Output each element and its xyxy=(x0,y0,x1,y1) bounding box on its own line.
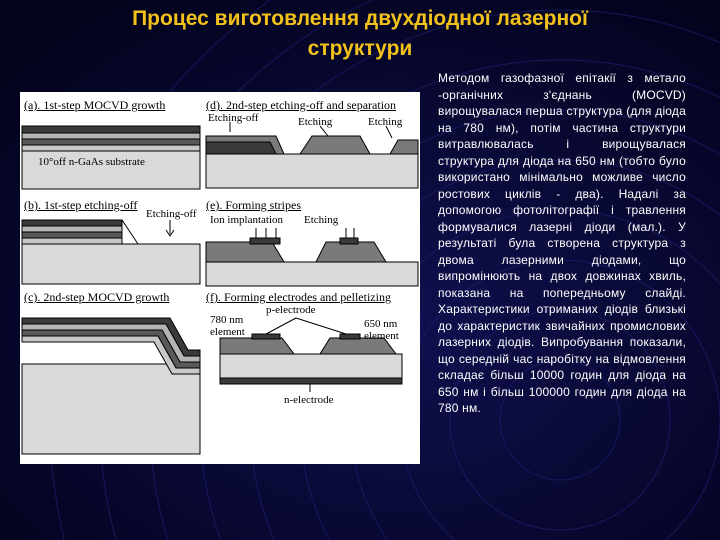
slide-title xyxy=(40,4,680,64)
element-650-label-line1: 650 nm xyxy=(364,318,398,330)
panel-b-structure xyxy=(22,220,200,284)
etching-off-label-d: Etching-off xyxy=(208,112,259,124)
etching-label-d1: Etching xyxy=(298,116,333,128)
panel-e-structure xyxy=(206,228,418,286)
panel-d-structure xyxy=(206,122,418,188)
slide-title-line2: структури xyxy=(307,37,413,60)
panel-c-structure xyxy=(22,318,200,454)
panel-label-d: (d). 2nd-step etching-off and separation xyxy=(206,98,397,112)
ion-implantation-label: Ion implantation xyxy=(210,214,284,226)
element-650-label-line2: element xyxy=(364,330,399,342)
panel-label-a: (a). 1st-step MOCVD growth xyxy=(24,98,166,112)
panel-label-f: (f). Forming electrodes and pelletizing xyxy=(206,290,391,304)
element-780-label-line2: element xyxy=(210,326,245,338)
etching-label-e: Etching xyxy=(304,214,339,226)
panel-label-b: (b). 1st-step etching-off xyxy=(24,198,138,212)
element-780-label-line1: 780 nm xyxy=(210,314,244,326)
n-electrode-label: n-electrode xyxy=(284,394,334,406)
substrate-label: 10°off n-GaAs substrate xyxy=(38,156,145,168)
description-text: Методом газофазної епітакії з метало -органічних з'єднань (MOCVD) вирощувалася перша структура (для діода на 780 нм), потім частина структури витравлювалась і вирощувалася структура для діода на 650 нм (тобто було використано мінімально можливе число ростових циклів - два). Надалі за допомогою фотолітографії і травлення формувалися лазерні діоди (мал.). У результаті була створена структура з двома лазерними діодами, що випромінюють на двох довжинах хвиль, показана на попередньому слайді. Характеристики отриманих діодів близькі до характеристик звичайних промислових лазерних діодів. Випробування показали, що середній час наробітку на відмовлення складає більш 10000 годин для діода на 650 нм і більш 100000 годин для діода на 780 нм. xyxy=(438,71,686,415)
p-electrode-label: p-electrode xyxy=(266,304,316,316)
process-diagram xyxy=(20,92,420,464)
slide-title-line1: Процес виготовлення двухдіодної лазерної xyxy=(132,7,588,30)
process-diagram-drawing xyxy=(20,92,420,464)
panel-label-e: (e). Forming stripes xyxy=(206,198,301,212)
element-650-label xyxy=(364,318,399,342)
etching-label-d2: Etching xyxy=(368,116,403,128)
etching-off-label-b: Etching-off xyxy=(146,208,197,220)
panel-label-c: (c). 2nd-step MOCVD growth xyxy=(24,290,170,304)
element-780-label xyxy=(210,314,245,338)
